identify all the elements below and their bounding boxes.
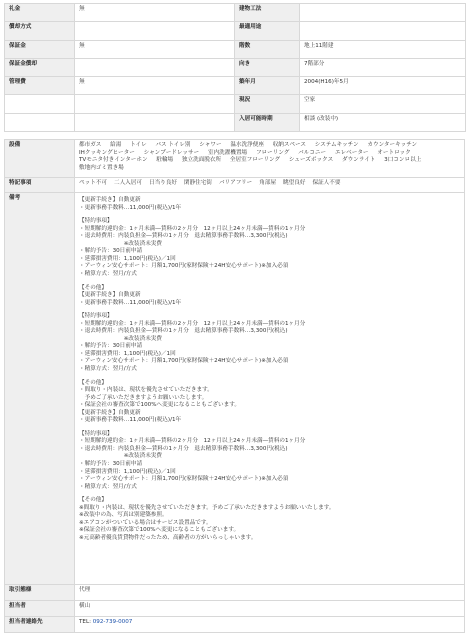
remarks-line: 【その他】 [79, 284, 107, 291]
remarks-line: ・解約予告：30日前申請 [79, 248, 143, 255]
remarks-row [5, 193, 465, 585]
equipment-item: 独立洗面脱衣所 [181, 157, 222, 164]
remarks-label: 備考 [5, 193, 75, 585]
remarks-line: 【更新手続き】自動更新 [79, 409, 141, 416]
special-item: 日当り良好 [148, 180, 177, 187]
equipment-item: 収納スペース [272, 142, 306, 149]
remarks-line: ・解約予告：30日前申請 [79, 343, 143, 350]
remarks-line: ※エアコンがついている場合はサービス設置品です。 [79, 519, 212, 526]
equipment-label: 設備 [5, 140, 75, 178]
overview-label: 現況 [235, 95, 300, 113]
remarks-line: ・解約予告：30日前申請 [79, 461, 143, 468]
overview-value: 空家 [300, 95, 466, 113]
remarks-line: ※改装済未実費 [79, 240, 162, 247]
overview-value [300, 4, 466, 22]
remarks-block [79, 313, 460, 373]
remarks-text [75, 193, 465, 585]
special-row [5, 178, 465, 193]
overview-row [5, 113, 466, 131]
remarks-line: ・更新事務手数料…11,000円(税込)/1年 [79, 204, 182, 211]
remarks-line: ・精算方式：翌月/方式 [79, 271, 137, 277]
remarks-line: ・退去時費用：内装負担金―賃料の1ヶ月分 退去精算事務手数料…3,300円(税込) [79, 328, 288, 335]
overview-label: 償却方式 [5, 22, 75, 40]
remarks-line: ・精算方式：翌月/方式 [79, 483, 137, 490]
remarks-line: ※間取り・内装は、現状を優先させていただきます。予めご了承いただきますようお願いいたします。 [79, 504, 335, 511]
special-item: ペット不可 [79, 180, 107, 187]
overview-label: 礼金 [5, 4, 75, 22]
remarks-line: ・短期解約違約金：1ヶ月未満―賃料の2ヶ月分 12ヶ月以上24ヶ月未満―賃料の1ヶ月分 [79, 320, 306, 327]
tel-prefix: TEL: [79, 619, 93, 626]
special-list [75, 178, 465, 193]
remarks-line: 予めご了承いただきますようお願いいたします。 [79, 394, 208, 401]
equipment-item: IHクッキングヒーター [79, 149, 135, 156]
overview-value: 相談 (改装中) [300, 113, 466, 131]
transaction-value: 代理 [75, 585, 465, 601]
overview-row [5, 58, 466, 76]
remarks-line: ・更新事務手数料…11,000円(税込)/1年 [79, 299, 182, 306]
equipment-list [75, 140, 465, 178]
overview-label [5, 113, 75, 131]
remarks-line: 【特約事項】 [79, 313, 113, 320]
overview-value [75, 58, 235, 76]
remarks-block [79, 285, 460, 308]
overview-row [5, 95, 466, 113]
section-gap [4, 132, 465, 139]
overview-label [5, 95, 75, 113]
equipment-item: シャワー [199, 142, 222, 149]
equipment-item: 3口コンロ以上 [384, 157, 422, 164]
equipment-item: 駐輪場 [156, 157, 174, 164]
overview-value [75, 22, 235, 40]
remarks-line: 【更新手続き】自動更新 [79, 197, 141, 204]
equipment-item: 全居室フローリング [229, 157, 281, 164]
contact-row [5, 617, 465, 633]
overview-value [300, 22, 466, 40]
equipment-item: ダウンライト [341, 157, 376, 164]
remarks-line: ※改装中の為、写真は別建築参照。 [79, 512, 168, 519]
overview-value [75, 113, 235, 131]
remarks-line: ・アーウィン安心サポート：月額1,700円(家財保険＋24H安心サポート)※加入必須 [79, 358, 289, 365]
overview-value: 地上11階建 [300, 40, 466, 58]
remarks-line: ・アーウィン安心サポート：月額1,700円(家財保険＋24H安心サポート)※加入必須 [79, 263, 289, 270]
remarks-line: ・延滞損害費用：1,100円(税込)／1回 [79, 350, 176, 357]
detail-table [4, 139, 465, 633]
remarks-line: ・アーウィン安心サポート：月額1,700円(家財保険＋24H安心サポート)※加入必須 [79, 476, 289, 483]
remarks-line: 【特約事項】 [79, 218, 113, 225]
overview-row [5, 40, 466, 58]
equipment-item: トイレ [130, 142, 147, 149]
equipment-row [5, 140, 465, 178]
remarks-line: ・精算方式：翌月/方式 [79, 366, 137, 373]
overview-label: 向き [235, 58, 300, 76]
equipment-item: カウンターキッチン [367, 142, 418, 149]
special-item: 角部屋 [259, 180, 277, 187]
remarks-line: ※元高齢者優良賃貸物件だったため、高齢者の方がいらっしゃいます。 [79, 534, 257, 541]
staff-row [5, 601, 465, 617]
equipment-item: エレベーター [334, 149, 369, 156]
remarks-line: ※改装済未実費 [79, 335, 162, 342]
overview-label: 保証金償却 [5, 58, 75, 76]
remarks-line: ※保証会社の審査次第で100%へ変更になることもございます。 [79, 527, 240, 534]
overview-label: 最適用途 [235, 22, 300, 40]
remarks-line: ・更新事務手数料…11,000円(税込)/1年 [79, 417, 182, 424]
overview-value: 無 [75, 40, 235, 58]
equipment-item: シャンプードレッサー [143, 149, 200, 156]
staff-value: 横山 [75, 601, 465, 617]
remarks-line: ・短期解約違約金：1ヶ月未満―賃料の2ヶ月分 12ヶ月以上24ヶ月未満―賃料の1ヶ月分 [79, 438, 306, 445]
remarks-block [79, 197, 460, 212]
overview-value: 無 [75, 4, 235, 22]
overview-value [75, 95, 235, 113]
equipment-item: バルコニー [298, 149, 327, 156]
remarks-line: 【その他】 [79, 379, 107, 386]
equipment-item: システムキッチン [314, 142, 359, 149]
special-item: 二人入居可 [113, 180, 142, 187]
phone-link[interactable]: 092-739-0007 [92, 619, 133, 626]
overview-row [5, 77, 466, 95]
special-label: 特記事項 [5, 178, 75, 193]
property-detail [4, 3, 465, 633]
remarks-block [79, 431, 460, 491]
transaction-label: 取引態様 [5, 585, 75, 601]
equipment-item: 敷地内ゴミ置き場 [79, 164, 124, 171]
equipment-item: オートロック [377, 149, 411, 156]
overview-value: 7階部分 [300, 58, 466, 76]
remarks-line: ・短期解約違約金：1ヶ月未満―賃料の2ヶ月分 12ヶ月以上24ヶ月未満―賃料の1ヶ月分 [79, 225, 306, 232]
overview-label: 保証金 [5, 40, 75, 58]
special-item: 閑静住宅街 [183, 180, 212, 187]
staff-label: 担当者 [5, 601, 75, 617]
remarks-line: 【特約事項】 [79, 430, 113, 437]
overview-value: 無 [75, 77, 235, 95]
remarks-line: ・間取り・内装は、現状を優先させていただきます。 [79, 387, 213, 394]
overview-label: 建物工法 [235, 4, 300, 22]
overview-label: 管理費 [5, 77, 75, 95]
transaction-row [5, 585, 465, 601]
overview-label: 階数 [235, 40, 300, 58]
overview-row [5, 22, 466, 40]
remarks-line: ※改装済未実費 [79, 453, 162, 460]
contact-label: 担当者連絡先 [5, 617, 75, 633]
overview-label: 築年月 [235, 77, 300, 95]
overview-table [4, 3, 466, 132]
remarks-block [79, 497, 460, 542]
overview-value: 2004(H16)年5月 [300, 77, 466, 95]
special-item: バリアフリー [218, 180, 253, 187]
overview-label: 入居可能時期 [235, 113, 300, 131]
remarks-line: ・保証会社の審査次第で100%へ変更になることもございます。 [79, 402, 240, 409]
remarks-line: ・延滞損害費用：1,100円(税込)／1回 [79, 468, 176, 475]
remarks-block [79, 380, 460, 425]
contact-value [75, 617, 465, 633]
equipment-item: フローリング [255, 149, 290, 156]
equipment-item: TVモニタ付きインターホン [79, 157, 148, 164]
equipment-item: 温水洗浄便座 [230, 142, 264, 149]
equipment-item: 都市ガス [79, 142, 102, 149]
remarks-line: 【その他】 [79, 497, 107, 504]
remarks-line: ・退去時費用：内装負担金―賃料の1ヶ月分 退去精算事務手数料…3,300円(税込) [79, 445, 288, 452]
special-item: 眺望良好 [283, 180, 306, 187]
equipment-item: 給湯 [110, 142, 122, 149]
equipment-item: バス トイレ別 [155, 142, 191, 149]
remarks-line: 【更新手続き】自動更新 [79, 292, 141, 299]
overview-row [5, 4, 466, 22]
remarks-block [79, 218, 460, 278]
remarks-line: ・延滞損害費用：1,100円(税込)／1回 [79, 255, 176, 262]
equipment-item: シューズボックス [288, 157, 334, 164]
equipment-item: 室内洗濯機置場 [207, 149, 248, 156]
remarks-line: ・退去時費用：内装負担金―賃料の1ヶ月分 退去精算事務手数料…3,300円(税込) [79, 233, 288, 240]
special-item: 保証人不要 [312, 180, 341, 187]
